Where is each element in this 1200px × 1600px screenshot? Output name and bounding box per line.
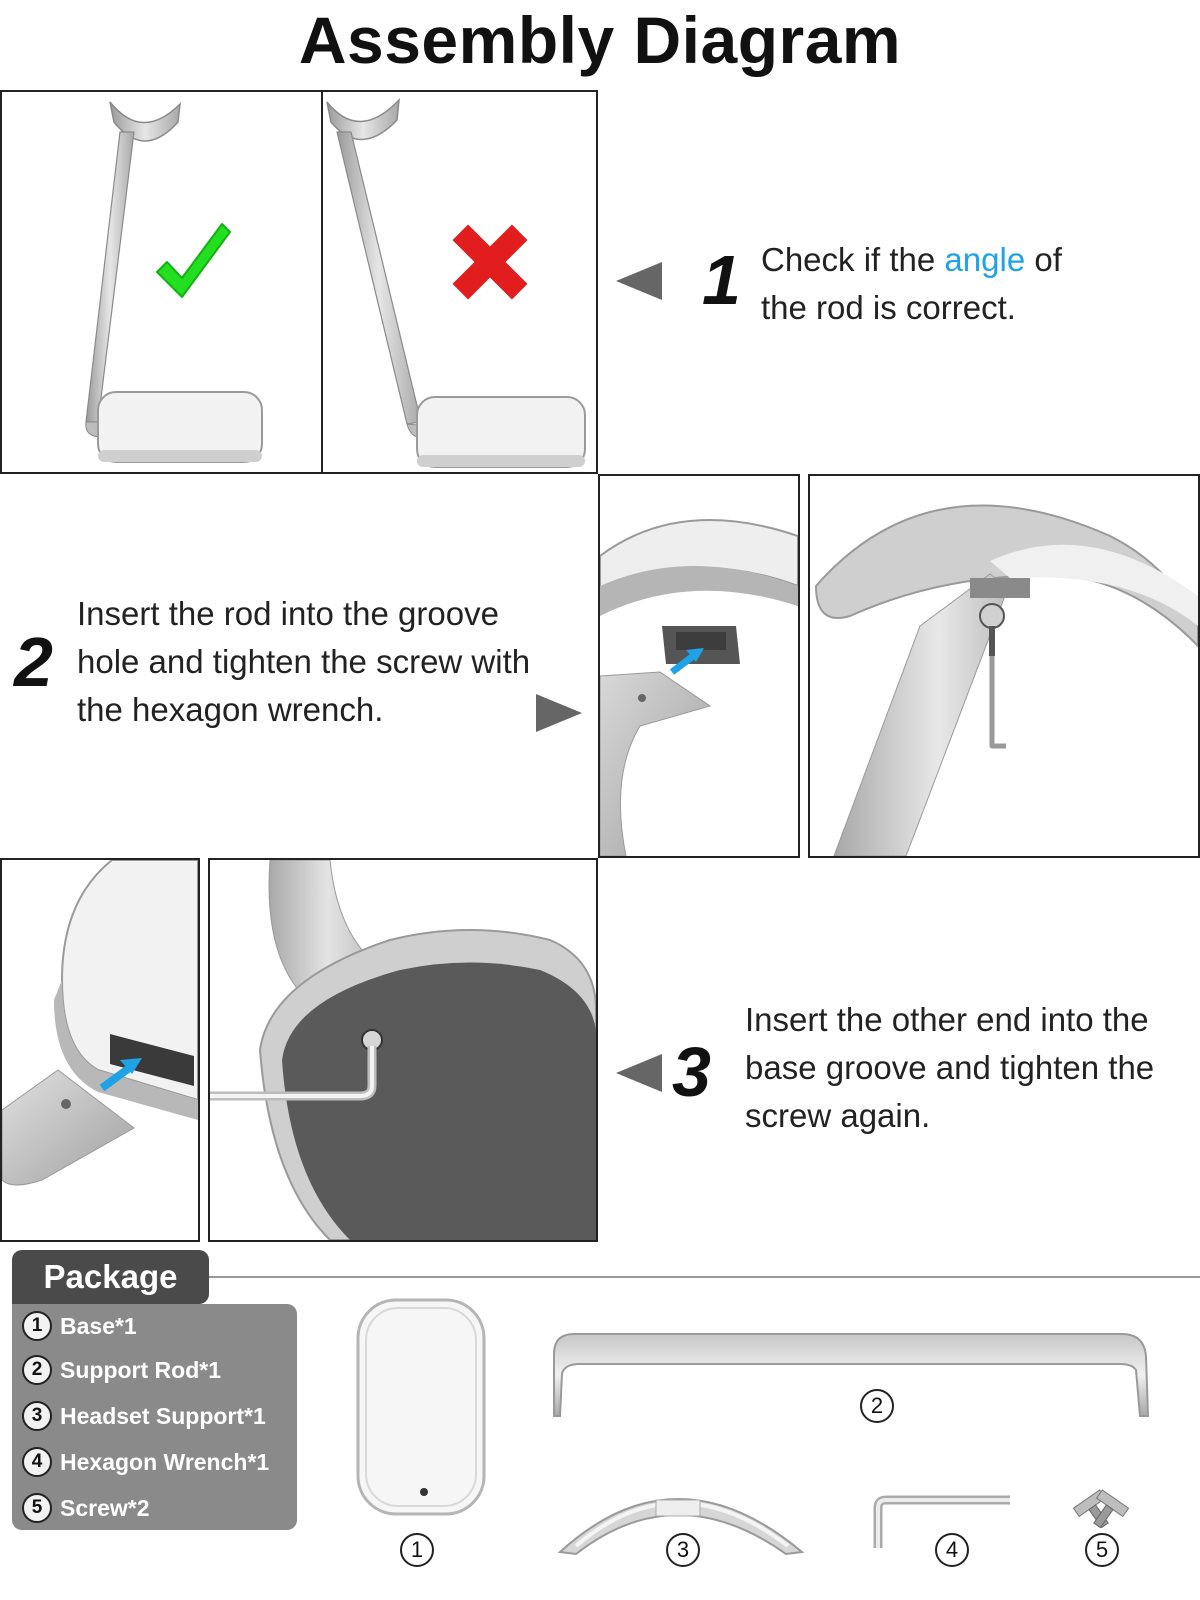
step-3-number: 3: [672, 1033, 711, 1111]
panel-correct-angle: [0, 90, 323, 474]
package-item: [22, 1306, 137, 1346]
package-item: [22, 1442, 269, 1482]
page-title: Assembly Diagram: [298, 3, 902, 77]
package-item: [22, 1488, 150, 1528]
step-2-number: 2: [14, 623, 53, 701]
step-1-number: 1: [702, 241, 741, 319]
panel-base-groove-closeup: [0, 858, 200, 1242]
part-3-callout: 3: [666, 1533, 700, 1567]
panel-wrong-angle: [321, 90, 598, 474]
package-divider: [209, 1276, 1200, 1278]
package-item-number: 1: [22, 1311, 52, 1341]
panel-wrench-tighten-base: [208, 858, 598, 1242]
step-3-line-1: Insert the other end into the: [745, 1001, 1149, 1038]
package-item-number: 3: [22, 1401, 52, 1431]
step-1-highlight: angle: [944, 241, 1026, 278]
step-2-line-1: Insert the rod into the groove: [77, 595, 499, 632]
panel-wrench-tighten-top: [808, 474, 1200, 858]
part-5-callout: 5: [1085, 1533, 1119, 1567]
package-tab: Package: [12, 1250, 209, 1304]
step-2-line-2: hole and tighten the screw with: [77, 643, 531, 680]
triangle-pointer-icon: [616, 262, 664, 300]
panel-rod-groove-closeup: [598, 474, 800, 858]
package-list: [12, 1304, 297, 1530]
check-mark-icon: [157, 224, 230, 297]
support-rod-part-illustration: [550, 1330, 1150, 1420]
package-item-number: 4: [22, 1447, 52, 1477]
screw-part-illustration: [1070, 1478, 1134, 1534]
base-part-illustration: [352, 1296, 492, 1522]
package-item-number: 5: [22, 1493, 52, 1523]
triangle-pointer-icon: [616, 1054, 664, 1092]
package-item-label: Headset Support*1: [60, 1402, 266, 1429]
triangle-pointer-icon: [534, 694, 582, 732]
package-item: [22, 1350, 221, 1390]
part-2-callout: 2: [860, 1389, 894, 1423]
step-1-text-start: Check if the: [761, 241, 945, 278]
step-1-text-line2: the rod is correct.: [761, 289, 1016, 326]
step-1-text: [761, 236, 1062, 332]
package-item-label: Support Rod*1: [60, 1356, 221, 1383]
step-2-text: [77, 590, 530, 734]
step-3-text: [745, 996, 1154, 1140]
step-3-line-3: screw again.: [745, 1097, 931, 1134]
step-1-text-end: of: [1025, 241, 1062, 278]
package-item-number: 2: [22, 1355, 52, 1385]
cross-mark-icon: [453, 225, 528, 300]
package-item: [22, 1396, 266, 1436]
step-3-line-2: base groove and tighten the: [745, 1049, 1155, 1086]
package-item-label: Base*1: [60, 1312, 137, 1339]
package-item-label: Hexagon Wrench*1: [60, 1448, 270, 1475]
step-2-line-3: the hexagon wrench.: [77, 691, 384, 728]
part-4-callout: 4: [935, 1533, 969, 1567]
package-item-label: Screw*2: [60, 1494, 150, 1521]
part-1-callout: 1: [400, 1533, 434, 1567]
